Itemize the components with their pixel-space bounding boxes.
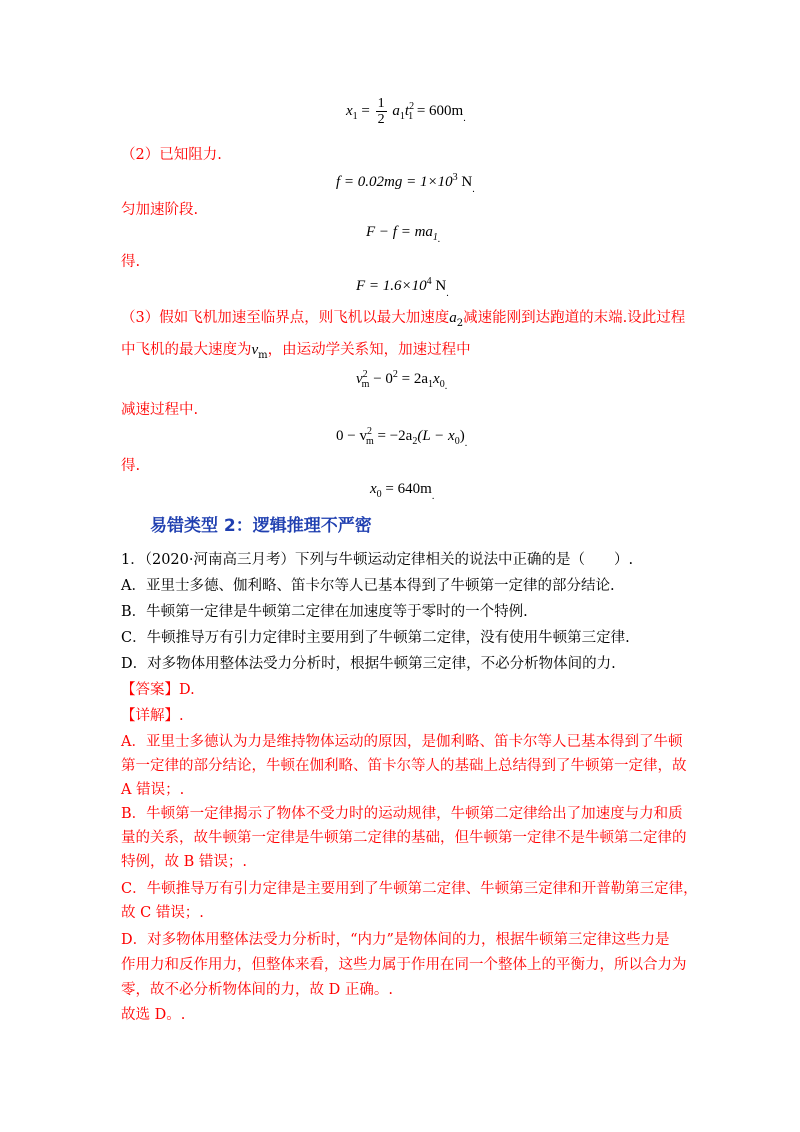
decel-stage-label: 减速过程中. — [121, 402, 199, 418]
part-3-line-1: （3）假如飞机加速至临界点，则飞机以最大加速度$a_2$减速能刚到达跑道的末端.设此过程 — [121, 310, 686, 329]
equation-deceleration-phase: $0 - v^2_m = -2a_2(L - x_0)_.$ — [336, 426, 468, 449]
explanation-b-line-1: B．牛顿第一定律揭示了物体不受力时的运动规律，牛顿第二定律给出了加速度与力和质 — [121, 806, 683, 822]
explanation-c-line-2: 故 C 错误；. — [121, 905, 204, 921]
fraction-one-half: $\frac{1}{2}$ — [377, 96, 385, 127]
part-3-line-2: 中飞机的最大速度为$v_m$，由运动学关系知，加速过程中 — [121, 342, 471, 361]
de-label-1: 得. — [121, 254, 141, 270]
question-stem: 1．（2020·河南高三月考）下列与牛顿运动定律相关的说法中正确的是（ ）. — [121, 552, 634, 568]
equation-force-F: $F = 1.6\times 10^4$ $N_.$ — [356, 276, 449, 299]
section-heading: 易错类型 2：逻辑推理不严密 — [150, 516, 372, 536]
equation-resistance-f: $f = 0.02mg = 1\times 10^3$ $N_.$ — [336, 172, 475, 195]
option-a: A．亚里士多德、伽利略、笛卡尔等人已基本得到了牛顿第一定律的部分结论. — [121, 578, 615, 594]
option-c: C．牛顿推导万有引力定律时主要用到了牛顿第二定律，没有使用牛顿第三定律. — [121, 630, 630, 646]
equation-x0-result: $x_0 = 640m_.$ — [370, 481, 435, 502]
explanation-d-line-1: D．对多物体用整体法受力分析时，“内力”是物体间的力，根据牛顿第三定律这些力是 — [121, 932, 670, 948]
de-label-2: 得. — [121, 458, 141, 474]
accel-stage-label: 匀加速阶段. — [121, 202, 199, 218]
explanation-b-line-2: 量的关系，故牛顿第一定律是牛顿第二定律的基础，但牛顿第一定律不是牛顿第二定律的 — [121, 830, 687, 846]
explanation-a-line-1: A．亚里士多德认为力是维持物体运动的原因，是伽利略、笛卡尔等人已基本得到了牛顿 — [121, 734, 683, 750]
equation-acceleration-phase: $v^2_m - 0^2 = 2a_1x_{0.}$ — [356, 369, 448, 392]
explanation-c-line-1: C．牛顿推导万有引力定律是主要用到了牛顿第二定律、牛顿第三定律和开普勒第三定律， — [121, 881, 698, 897]
detail-label: 【详解】. — [121, 708, 184, 724]
explanation-b-line-3: 特例，故 B 错误；. — [121, 854, 247, 870]
conclusion: 故选 D。. — [121, 1007, 186, 1023]
part-2-label: （2）已知阻力. — [121, 147, 222, 163]
equation-newton-second: $F - f = ma_{1.}$ — [366, 224, 441, 245]
answer: 【答案】D. — [121, 682, 195, 698]
explanation-d-line-2: 作用力和反作用力，但整体来看，这些力属于作用在同一个整体上的平衡力，所以合力为 — [121, 957, 687, 973]
explanation-a-line-2: 第一定律的部分结论，牛顿在伽利略、笛卡尔等人的基础上总结得到了牛顿第一定律，故 — [121, 758, 687, 774]
option-b: B．牛顿第一定律是牛顿第二定律在加速度等于零时的一个特例. — [121, 604, 528, 620]
option-d: D．对多物体用整体法受力分析时，根据牛顿第三定律，不必分析物体间的力. — [121, 656, 616, 672]
equation-displacement-x1: $x_1$ = $\frac{1}{2}$ $a_1t^2_1 = 600m_.$ — [346, 96, 466, 127]
explanation-a-line-3: A 错误；. — [121, 782, 185, 798]
explanation-d-line-3: 零，故不必分析物体间的力，故 D 正确。. — [121, 982, 393, 998]
